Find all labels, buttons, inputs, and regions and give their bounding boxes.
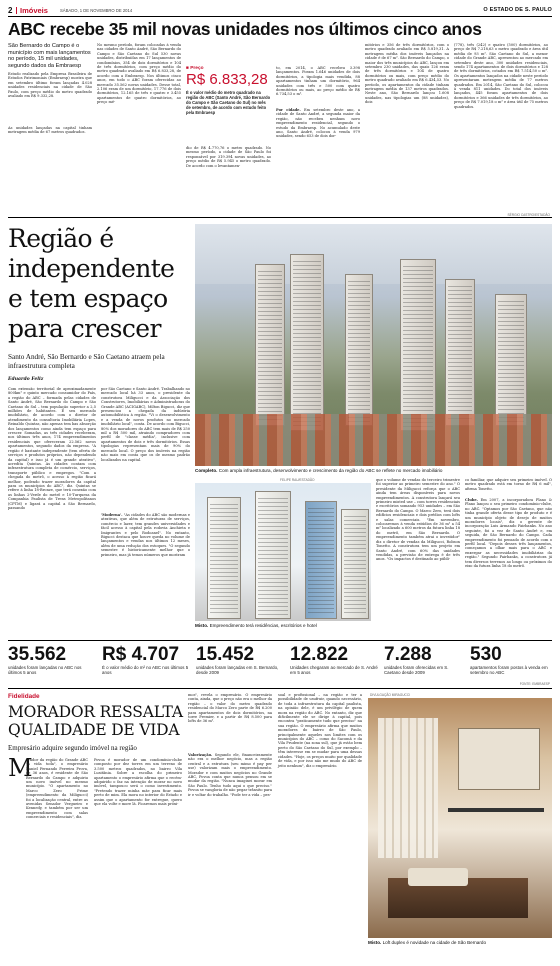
price-value: R$ 6.833,28 [186, 71, 268, 88]
stat-3-label: unidades foram lançadas em S. Bernardo, desde 2009 [196, 665, 279, 675]
top-headline: ABC recebe 35 mil novas unidades nos últimos cinco anos [8, 19, 482, 39]
stat-3-value: 15.452 [196, 644, 255, 665]
top-col4-b: Em setembro deste ano, a cidade de Santo André, a segunda maior da região, não recebeu nenhum novo empreendimento residencial, segundo o estudo da Embraesp. No acumulado deste ano, Santo André, colocou à venda 979 unidades, sendo 653 de dois dor- [276, 108, 361, 139]
feature-col4-subhead: Clube. [465, 498, 478, 502]
feature-byline: Eduardo Feliz [8, 377, 44, 382]
render-tower-2 [255, 491, 291, 619]
top-story-rule [8, 217, 552, 218]
feature-col3: que o volume de vendas do terceiro trimestre foi superior ao primeiro semestre do ano." O presidente da Miligucci reforça que o ABC ainda tem áreas disponíveis para novos empreendimentos. A construtora lançará seu primeiro misted use – com torres residenciais e escritórios somando 953 unidades – em São Bernardo do Campo. O Marco Zero, terá dois edifícios residenciais e dois prédios com lofts e salas comerciais. "Em novembro, colocaremos à venda estúdios de 36 m² a 54 m² localizado a 600 metros da futura linha 18 do metrô, em São Bernardo. O empreendimento também atrai o investidor" diz o diretor de vendas da Miligucci, Robson Tonetto. A construtora tem um projeto em Santo André, com 60% das unidades vendidas, a previsão de entrega é de três anos. "Os impactos é destinado ao públi- [376, 478, 460, 562]
tower-5 [445, 279, 475, 426]
tower-3 [345, 274, 373, 426]
tower-6 [495, 294, 527, 426]
bottom-col2: Povoa é morador de um condomínio-clube composto por dez torres em um terreno de 3.500 metros quadrados, no bairro Vila Lusitânia. Sobre a escolha do primeiro apartamento o empresário afirma que o recém-adquirido o faz na intenção de morar no novo imóvel, tampouco será o como investimento. "Pretendo trazer minha mãe para ficar mais perto de mim. Ela mora no interior do Estado e assim que o apartamento for entregue, quero que ela volte e more lá. Ficaremos mais próxi- [94, 758, 182, 807]
loft-caption-bold: Misto. [368, 940, 382, 945]
bottom-col3-subhead: Valorização. [188, 753, 213, 757]
top-col6: (778), três (242) e quatro (500) dormitórios, ao preço de R$ 7.218,63 o metro quadrado e área útil média de 93 m². São Caetano do Sul, a menor cidade do Grande ABC, apresentou ao mercado em setembro deste ano, 300 unidades residenciais, sendo 174 apartamentos de dois dormitórios e 128 de três dormitórios, cotados em R$ 7.514,50 o m². Os apartamentos lançados na cidade neste período apresentaram metragem média de 77 metros quadrados. Em 2014, São Caetano do Sul, colocou à venda 811 unidades. Do total dos imóveis lançados, 445 foram apartamentos de dois dormitórios e 366 unidades de três dormitórios, ao preço de R$ 7.019,18 o m² e área útil de 75 metros quadrados. [454, 43, 548, 109]
feature-col2-b: "As cidades do ABC são modernas e atrativas, que além de estruturas de serviços, comércio e lazer, tem grandes universidades e fácil acesso à capital pela rodovia Anchieta e Imigrantes e pelo Rodoanel". No entanto, Bigucci destaca que houve queda no volume de lançamentos e vendas nos últimos 12 meses, além de uma redução dos estoques. "O segundo semestre é historicamente melhor que o primeiro, mas já temos números que mostram [101, 513, 190, 557]
page-number: 2 [8, 6, 13, 15]
stat-4-label: Unidades chegaram ao mercado de S. André em 5 anos [290, 665, 378, 675]
bottom-col3-b-wrap [188, 753, 272, 797]
tower-2 [290, 254, 324, 431]
loft-caption-text: Loft duplex é novidade na cidade de São Bernardo [382, 940, 487, 945]
stat-4-value: 12.822 [290, 644, 349, 665]
top-col4: to, em 2014, o ABC recebeu 3.398 lançamentos. Foram 1.646 unidades de dois dormitórios, a tipologia mais vendida, 88 apartamentos tinham um dormitório, 964 unidades com três e 500 com quatro dormitórios ou mais, ao preço médio de R$ 6.734,53 o m². [276, 66, 360, 97]
stat-6 [470, 645, 552, 675]
top-col4-b-wrap [276, 108, 360, 139]
stat-6-value: 530 [470, 644, 502, 665]
masthead: O ESTADO DE S. PAULO [483, 7, 552, 13]
section-name: Imóveis [20, 6, 48, 15]
top-col1-p2: As unidades lançadas na capital tinham metragem média de 67 metros quadrados. [8, 126, 92, 135]
feature-col1: Com extensão territorial de aproximadamente 800km² e quinto mercado consumidor do País, a região do ABC – formada pelas cidades de Santo André, São Bernardo do Campo e São Caetano do Sul – tem população superior a 2,5 milhões de habitantes. E seu mercado imobiliário, de acordo com o diretor de atendimento da consultoria Imobiliária Lopes, Reinaldo Quintas, não apenas tem bas absorção dos lançamentos como ainda tem espaço para crescer. Somadas, as três cidades receberam, nos últimos três anos, 174 empreendimentos residenciais que ofereceram 22.562 novos apartamentos, segundo dados da empresa. "A região é bastante independente (tem oferta de serviços e produtos próprios, não dependendo da capital) e isso já é um grande atrativo", acredita Quintas. As cidades contam com infraestrutura completa de comércio, serviços, transporte público e empregos. "Com a chegada do metrô, o acesso à região ficará melhor, podendo trazer moradores da capital para os municípios do ABC", diz. Quintas se refere à linha 18-Bronze, que terá conexão com as linhas 2-Verde do metrô e 10-Turquesa da Companhia Paulista de Trens Metropolitanos (CPTM) e ligará a capital a São Bernardo, passando [8, 387, 96, 510]
feature-col4-b-wrap [465, 498, 552, 569]
section-divider [16, 7, 17, 14]
bottom-dropcap: M [8, 754, 33, 782]
render-photo [195, 483, 371, 621]
stat-1 [8, 645, 96, 675]
top-credit: SÉRGIO CASTRO/ESTADÃO [507, 213, 550, 217]
stat-4 [290, 645, 378, 675]
tower-1 [255, 264, 285, 426]
bottom-col3: mos", revela o empresário. O empresário conta, ainda, que o preço não era o melhor da região – o valor do metro quadrado residencial do Marco Zero parte de R$ 6.200 para apartamentos de dois dormitórios, na torre Premier, e a partir de R$ 8.500 para lofts de 36 m². [188, 693, 273, 724]
price-bullet-icon: ■ [186, 66, 191, 71]
stat-5-label: unidades foram oferecidas em S. Caetano desde 2009 [384, 665, 449, 675]
top-col2: No mesmo período, foram colocadas à venda nas cidades de Santo André, São Bernardo do Campo e São Caetano do Sul 530 novas unidades, distribuídas em 17 lançamentos de condomínios, 354 de dois dormitórios e 104 de três dormitórios, com preço médio do metro quadrado avaliado em R$ 6.833,28, de acordo com a Embraesp. Nos últimos cinco anos, em todo o ABC foram oferecidas ao mercado 35.562 novas unidades. Desse total, 2.106 eram de um dormitório, 17.776 de dois dormitórios, 12.165 de três e quatro e 3.455 apartamentos de quatro dormitórios, ao preço mé- [97, 43, 181, 105]
feature-deck: Santo André, São Bernardo e São Caetano atraem pela infraestrutura completa [8, 353, 165, 370]
stats-bottom-rule [8, 688, 552, 689]
top-deck: São Bernardo do Campo é o município com mais lançamentos no período, 15 mil unidades, segundo dados da Embraesp [8, 43, 91, 69]
stat-1-value: 35.562 [8, 644, 67, 665]
city-photo [195, 224, 552, 466]
top-col4-subhead: Por cidade. [276, 108, 301, 112]
bottom-headline: MORADOR RESSALTA QUALIDADE DE VIDA [8, 703, 183, 739]
loft-photo [368, 698, 552, 938]
loft-credit: DIVULGAÇÃO MIRAGUCCI [370, 693, 411, 697]
bottom-deck: Empresário adquire segundo imóvel na região [8, 744, 137, 752]
stat-1-label: unidades foram lançadas no ABC nos últimos 5 anos [8, 665, 82, 675]
stat-3 [196, 645, 284, 675]
page-date: SÁBADO, 1 DE NOVEMBRO DE 2014 [60, 8, 133, 13]
top-col5: mitórios e 356 de três dormitórios, com o metro quadrado avaliado em R$ 5.819,31. A metragem média dos imóveis lançados na cidade é de 67 m². São Bernardo do Campo, o maior dos três municípios do ABC, lançou em setembro 230 unidades, das quais 126 eram de três dormitórios e 104 de quatro dormitórios ou mais, com preço médio do metro quadrado avaliado em R$ 6.434,53. No período, os apartamentos da cidade tinham metragem média de 137 metros quadrados. Neste ano, São Bernardo lançou 1.608 unidades, nas tipologias um (88 unidades), dois [365, 43, 449, 105]
bottom-col3-b: Segundo ele, financeiramente não era o melhor negócio, mas a região central e a estrutura (seu mimo é pay per use) valorizam mais o empreendimento. Morador e com muitos negócios no Grande ABC, Povoa conta que nunca pensou em se mudar da região. "Nunca imaginei morar em São Paulo. Tenho tudo aqui o que preciso." Povoa se vangloria de não pegar trânsito para ir e voltar do trabalho. "Pode ter a vida – pes- [188, 753, 273, 797]
feature-col2-b-wrap [101, 513, 190, 557]
feature-col4-a: co familiar, que adquire seu primeiro imóvel. O metro quadrado está em torno de R$ 6 mil", afirma Tonetto. [465, 478, 552, 491]
render-caption [195, 623, 371, 628]
top-col3: dio de R$ 4.770,76 o metro quadrado. No mesmo período, a cidade de São Paulo foi responsável por 319.394 novas unidades, ao preço médio de R$ 5.945 o metro quadrado. De acordo com o levantamen- [186, 146, 271, 168]
feature-col2-a: por São Caetano e Santo André. Trabalhando no mercado local há 33 anos, o presidente da construtora Miligucci e da Associação dos Construtores, Imobiliárias e Administradoras do Grande ABC (ACIGABC), Milton Bigucci, diz que presenciou a chegada da indústria automobilística à região. "Vi o desenvolvimento e a venda de novos produtos no mercado imobiliário local", conta. De acordo com Bigucci, 80% dos moradores do ABC tem mais de R$ 250 mil a R$ 500 mil, atraindo compradores com perfil de "classe média", inclusive com apartamentos de dois e três dormitórios. Essas tipologias representam mais de 90% do mercado local. O preço dos imóveis na região não mais em conta que os de mesmo padrão localizados na capital. [101, 387, 190, 462]
bottom-col4: soal e profissional – na região e ter a possibilidade de usufruir, quando necessário, de toda a infraestrutura da capital paulista, na opinião dele, é um privilégio de quem mora na região do ABC. No entanto, diz que dificilmente ele se dirige à capital, pois encontra "praticamente tudo que preciso" na sua região. O empresário afirma que muitos moradores do bairro de São Paulo, principalmente aqueles nos limites com os municípios do ABC – como do Sacomã e da Vila Prudente (na zona sul), que já estão bem perto do São Caetano do Sul, por exemplo – têm interesse em se mudar para uma dessas cidades. "Hoje, os preços muito por qualidade de vida, e por isso não me mudo do ABC de jeito nenhum", diz o empresário. [278, 693, 362, 768]
page-header [8, 6, 552, 15]
feature-col4-b: Em 2007, a incorporadora Plano & Plano lançou o seu primeiro condomínio-clube, no ABC. "Optamos por São Caetano, que não tinha grande oferta desse tipo de produto e é um município objeto de desejo de muitos moradores locais", diz o gerente de incorporação Luis Armando Fairbanks. No ano seguinte, foi a vez de Santo André e, em seguida, de São Bernardo do Campo. Cada empreendimento foi pensado de acordo com o perfil local. "Depois desses três lançamentos, começamos a olhar mais para o ABC e enxergar as necessidades imobiliárias da região." Segundo Fairbanks, a construtora já tem diversos terrenos ao longo ou próximos do eixo da futura linha 18 do metrô. [465, 498, 552, 569]
stat-2-value: R$ 4.707 [102, 644, 180, 665]
render-credit: FELIPE RAU/ESTADÃO [280, 478, 315, 482]
render-caption-bold: Misto. [195, 623, 209, 628]
tower-4 [400, 259, 436, 431]
header-rule [8, 16, 552, 17]
city-caption-text: Com ampla infraestrutura, desenvolvimento e crescimento da região do ABC se reflete no mercado imobiliário [218, 468, 443, 473]
top-col1-p1: Estudo realizado pela Empresa Brasileira de Estudos Patrimoniais (Embraesp) mostra que em setembro último foram lançadas 4.028 unidades residenciais na cidade de São Paulo, com preço médio do metro quadrado avaliado em R$ 9.332,28. [8, 72, 92, 99]
feature-col2-subhead: 'Moderna'. [101, 513, 123, 517]
bottom-col1: orador da região do Grande ABC "a vida toda", o empresário Daniel Fernando Ferreira Prova, de 36 anos, é residente de São Bernardo do Campo e adquiriu um novo imóvel no mesmo município. "O apartamento no Marco Zero Prime (empreendimento da Miligucci) foi a localização central, entre as avenidas Senador Vergueiro e Kennedy, e também por ser um empreendimento com salas comerciais e residenciais", diz. [26, 758, 88, 820]
feature-headline: Região é independente e tem espaço para crescer [8, 224, 175, 343]
price-caption: É o valor médio do metro quadrado na região do ABC (Santo André, São Bernardo do Campo e São Caetano do Sul) no mês de setembro, de acordo com estudo feito pela Embraesp [186, 90, 271, 115]
bottom-kicker: Fidelidade [8, 693, 40, 700]
loft-caption [368, 940, 552, 945]
stat-6-label: apartamentos foram postos à venda em setembro no ABC [470, 665, 548, 675]
price-label-text: Preço [190, 66, 204, 71]
stat-5 [384, 645, 464, 675]
render-tower-3 [305, 501, 337, 619]
stats-credit: FONTE: EMBRAESP [519, 682, 550, 686]
render-caption-text: Empreendimento terá residências, escritórios e hotel [209, 623, 317, 628]
stat-5-value: 7.288 [384, 644, 432, 665]
stats-top-rule [8, 640, 552, 641]
price-box [186, 66, 271, 136]
stat-2 [102, 645, 190, 675]
render-tower-4 [341, 509, 369, 619]
stat-2-label: É o valor médio do m² no ABC nos últimos 5 anos [102, 665, 189, 675]
city-photo-caption [195, 468, 552, 473]
render-tower-1 [207, 497, 241, 619]
city-caption-bold: Completo. [195, 468, 218, 473]
stats-bar [8, 645, 552, 681]
